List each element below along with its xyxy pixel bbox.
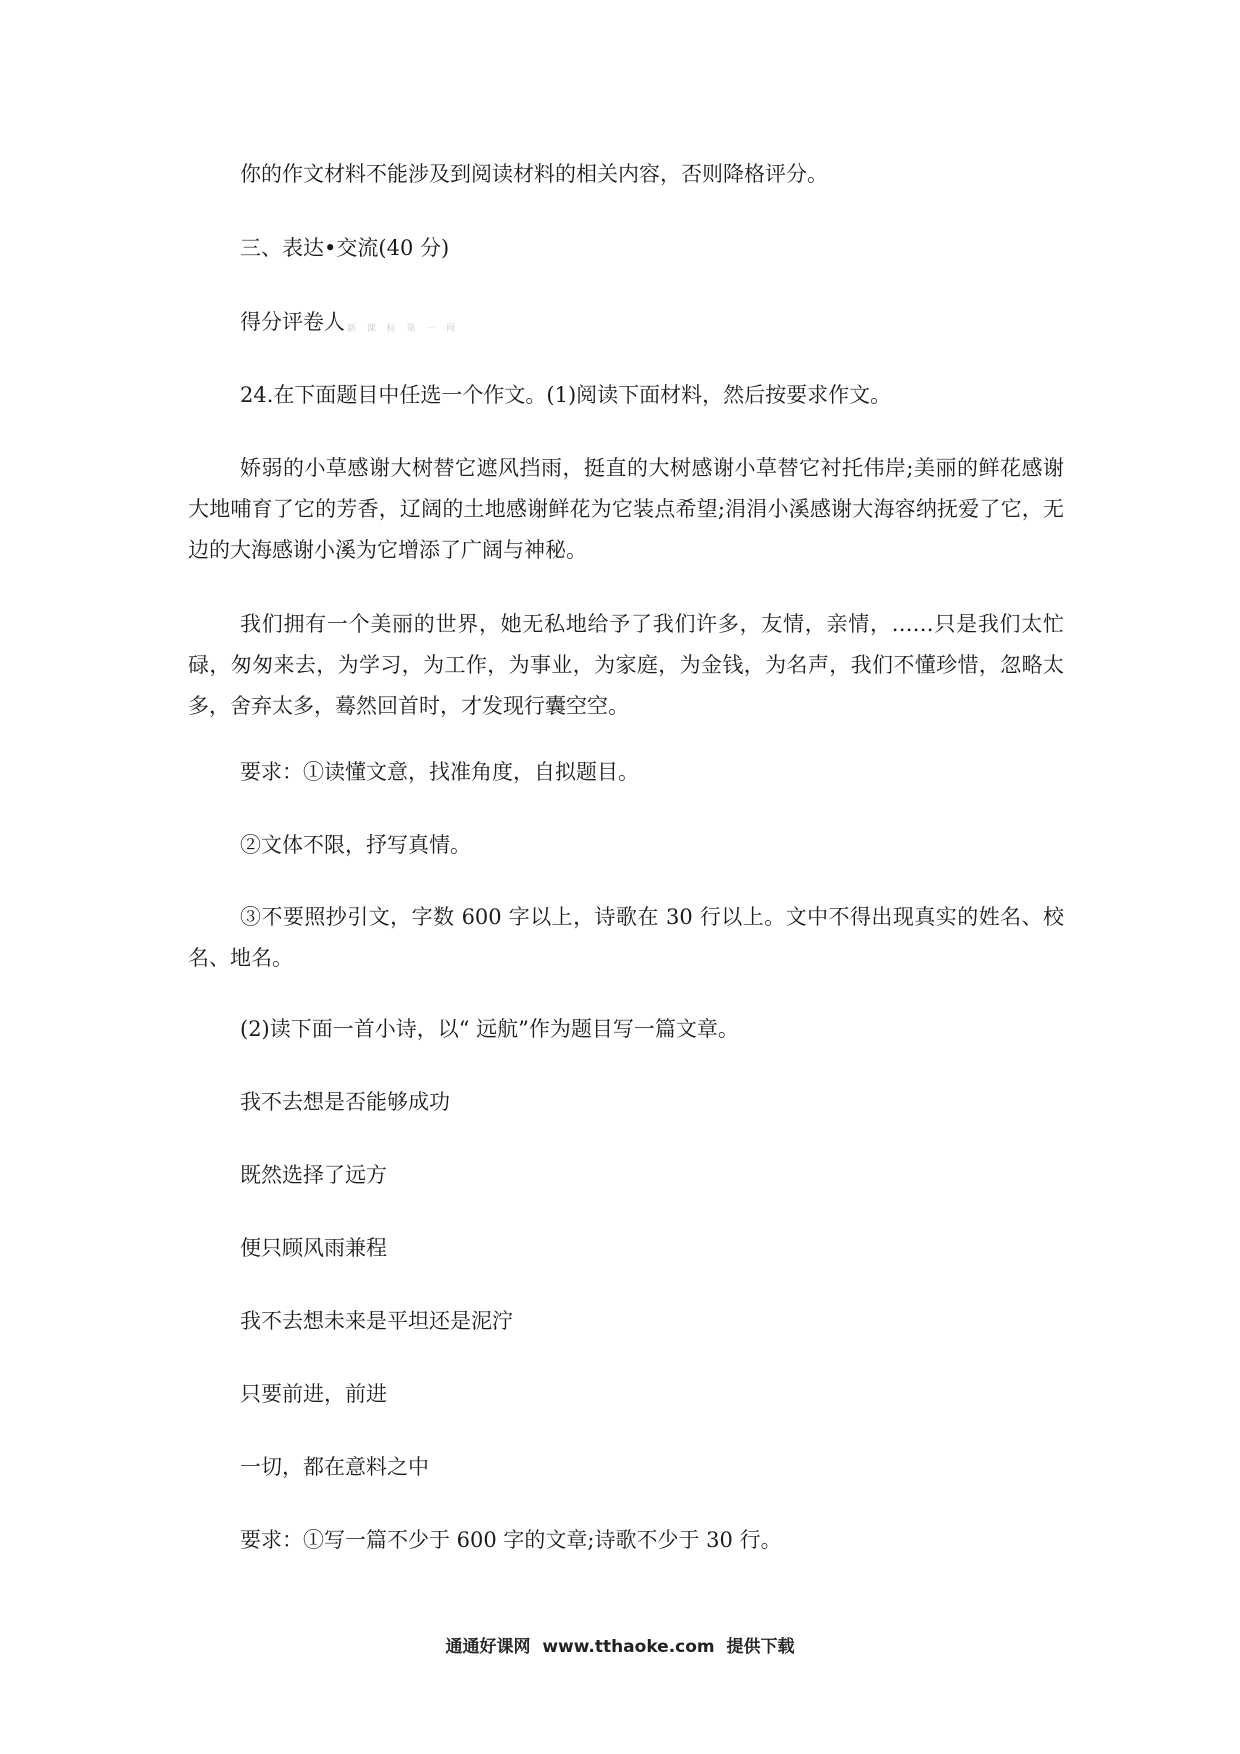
poem-line: 既然选择了远方	[240, 1163, 387, 1187]
page-footer: 通通好课网 www.tthaoke.com 提供下载	[445, 1637, 795, 1657]
poem-line: 便只顾风雨兼程	[240, 1236, 387, 1260]
requirement-paragraph: ③不要照抄引文，字数 600 字以上，诗歌在 30 行以上。文中不得出现真实的姓名、校名、地名。	[188, 905, 1064, 970]
poem-line: 一切，都在意料之中	[240, 1455, 429, 1479]
section-heading: 三、表达•交流(40 分)	[240, 236, 450, 260]
requirement-line: ②文体不限，抒写真情。	[240, 833, 471, 857]
score-label: 得分评卷人	[240, 310, 345, 334]
question-line: 24.在下面题目中任选一个作文。(1)阅读下面材料，然后按要求作文。	[240, 383, 892, 407]
poem-line: 只要前进，前进	[240, 1382, 387, 1406]
poem-line: 我不去想是否能够成功	[240, 1090, 450, 1114]
requirement-line: 要求：①读懂文意，找准角度，自拟题目。	[240, 760, 639, 784]
question-line: (2)读下面一首小诗，以“ 远航”作为题目写一篇文章。	[240, 1017, 739, 1041]
text-line: 你的作文材料不能涉及到阅读材料的相关内容，否则降格评分。	[240, 162, 828, 186]
inline-watermark: 新 课 标 第 一 网	[347, 324, 460, 334]
material-paragraph-1: 娇弱的小草感谢大树替它遮风挡雨，挺直的大树感谢小草替它衬托伟岸;美丽的鲜花感谢大地哺育了它的芳香，辽阔的土地感谢鲜花为它装点希望;涓涓小溪感谢大海容纳抚爱了它，无边的大海感谢小溪为它增添了广阔与神秘。	[188, 456, 1064, 562]
material-paragraph-2: 我们拥有一个美丽的世界，她无私地给予了我们许多，友情，亲情，……只是我们太忙碌，匆匆来去，为学习，为工作，为事业，为家庭，为金钱，为名声，我们不懂珍惜，忽略太多，舍弃太多，蓦然回首时，才发现行囊空空。	[188, 612, 1064, 718]
score-row	[240, 310, 459, 341]
poem-line: 我不去想未来是平坦还是泥泞	[240, 1309, 513, 1333]
requirement-line: 要求：①写一篇不少于 600 字的文章;诗歌不少于 30 行。	[240, 1528, 782, 1552]
